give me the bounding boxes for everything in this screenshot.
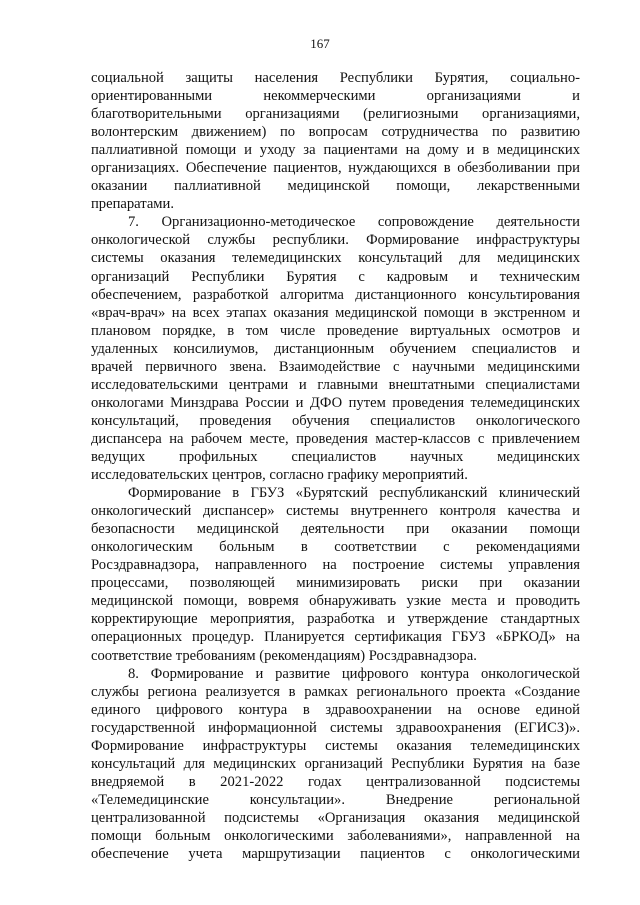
text-line: безопасности медицинской деятельности при оказании помощи xyxy=(91,521,580,538)
text-line: 7. Организационно-методическое сопровождение деятельности xyxy=(128,214,580,231)
text-line: помощи больным онкологическими заболеваниями», направленной на xyxy=(91,827,580,844)
text-line: диспансера на рабочем месте, проведения мастер-классов с привлечением xyxy=(91,430,580,447)
text-line: процессами, позволяющей минимизировать риски при оказании xyxy=(91,575,580,592)
page-number: 167 xyxy=(310,36,330,51)
text-line: препаратами. xyxy=(91,196,174,213)
text-line: удаленных консилиумов, дистанционным обучением специалистов и xyxy=(91,340,580,357)
text-line: исследовательских центров, согласно графику мероприятий. xyxy=(91,467,468,484)
text-line: корректирующие мероприятия, разработка и утверждение стандартных xyxy=(91,611,580,628)
paragraph-4 xyxy=(91,665,580,864)
text-line: врачей первичного звена. Взаимодействие с научными медицинскими xyxy=(91,358,580,375)
text-line: централизованной подсистемы «Организация оказания медицинской xyxy=(91,809,580,826)
text-line: онкологической службы республики. Формирование инфраструктуры xyxy=(91,232,580,249)
text-line: оказании паллиативной медицинской помощи, лекарственными xyxy=(91,178,580,195)
text-line: консультаций для медицинских организаций Республики Бурятия на базе xyxy=(91,755,580,772)
text-line: онкологическим больным в соответствии с рекомендациями xyxy=(91,539,580,556)
text-line: ориентированными некоммерческими организациями и xyxy=(91,88,580,105)
text-line: обеспечением, разработкой алгоритма дистанционного консультирования xyxy=(91,286,580,303)
text-line: онкологический диспансер» системы внутреннего контроля качества и xyxy=(91,503,580,520)
text-line: государственной информационной системы здравоохранения (ЕГИСЗ)». xyxy=(91,719,580,736)
text-line: ведущих профильных специалистов научных медицинских xyxy=(91,448,580,465)
text-line: Формирование инфраструктуры системы оказания телемедицинских xyxy=(91,737,580,754)
text-line: системы оказания телемедицинских консультаций для медицинских xyxy=(91,250,580,267)
text-line: волонтерским движением) по вопросам сотрудничества по развитию xyxy=(91,124,580,141)
text-line: «врач-врач» на всех этапах оказания медицинской помощи в экстренном и xyxy=(91,304,580,321)
text-line: «Телемедицинские консультации». Внедрение региональной xyxy=(91,791,580,808)
text-line: Формирование в ГБУЗ «Бурятский республиканский клинический xyxy=(128,485,580,502)
paragraph-2 xyxy=(91,213,580,484)
text-line: плановом порядке, в том числе проведение виртуальных осмотров и xyxy=(91,322,580,339)
text-line: медицинской помощи, вовремя обнаруживать узкие места и проводить xyxy=(91,593,580,610)
paragraph-1 xyxy=(91,69,580,213)
text-line: обеспечение учета маршрутизации пациентов с онкологическими xyxy=(91,846,580,863)
paragraph-3 xyxy=(91,484,580,664)
text-line: единого цифрового контура в здравоохранении на основе единой xyxy=(91,701,580,718)
text-line: соответствие требованиям (рекомендациям) Росздравнадзора. xyxy=(91,647,477,664)
text-line: службы региона реализуется в рамках регионального проекта «Создание xyxy=(91,683,580,700)
text-line: паллиативной помощи и уходу за пациентами на дому и в медицинских xyxy=(91,142,580,159)
text-line: организациях. Обеспечение пациентов, нуждающихся в обезболивании при xyxy=(91,160,580,177)
text-line: операционных процедур. Планируется сертификация ГБУЗ «БРКОД» на xyxy=(91,629,580,646)
document-body xyxy=(91,69,580,863)
text-line: 8. Формирование и развитие цифрового контура онкологической xyxy=(128,665,580,682)
text-line: благотворительными организациями (религиозными организациями, xyxy=(91,106,580,123)
text-line: социальной защиты населения Республики Бурятия, социально- xyxy=(91,70,580,86)
text-line: консультаций, проведения обучения специалистов онкологического xyxy=(91,412,580,429)
text-line: онкологами Минздрава России и ДФО путем проведения телемедицинских xyxy=(91,394,580,411)
text-line: исследовательскими центрами и главными внештатными специалистами xyxy=(91,376,580,393)
text-line: внедряемой в 2021-2022 годах централизованной подсистемы xyxy=(91,773,580,790)
text-line: организаций Республики Бурятия с кадровым и техническим xyxy=(91,268,580,285)
text-line: Росздравнадзора, направленного на построение системы управления xyxy=(91,557,580,574)
